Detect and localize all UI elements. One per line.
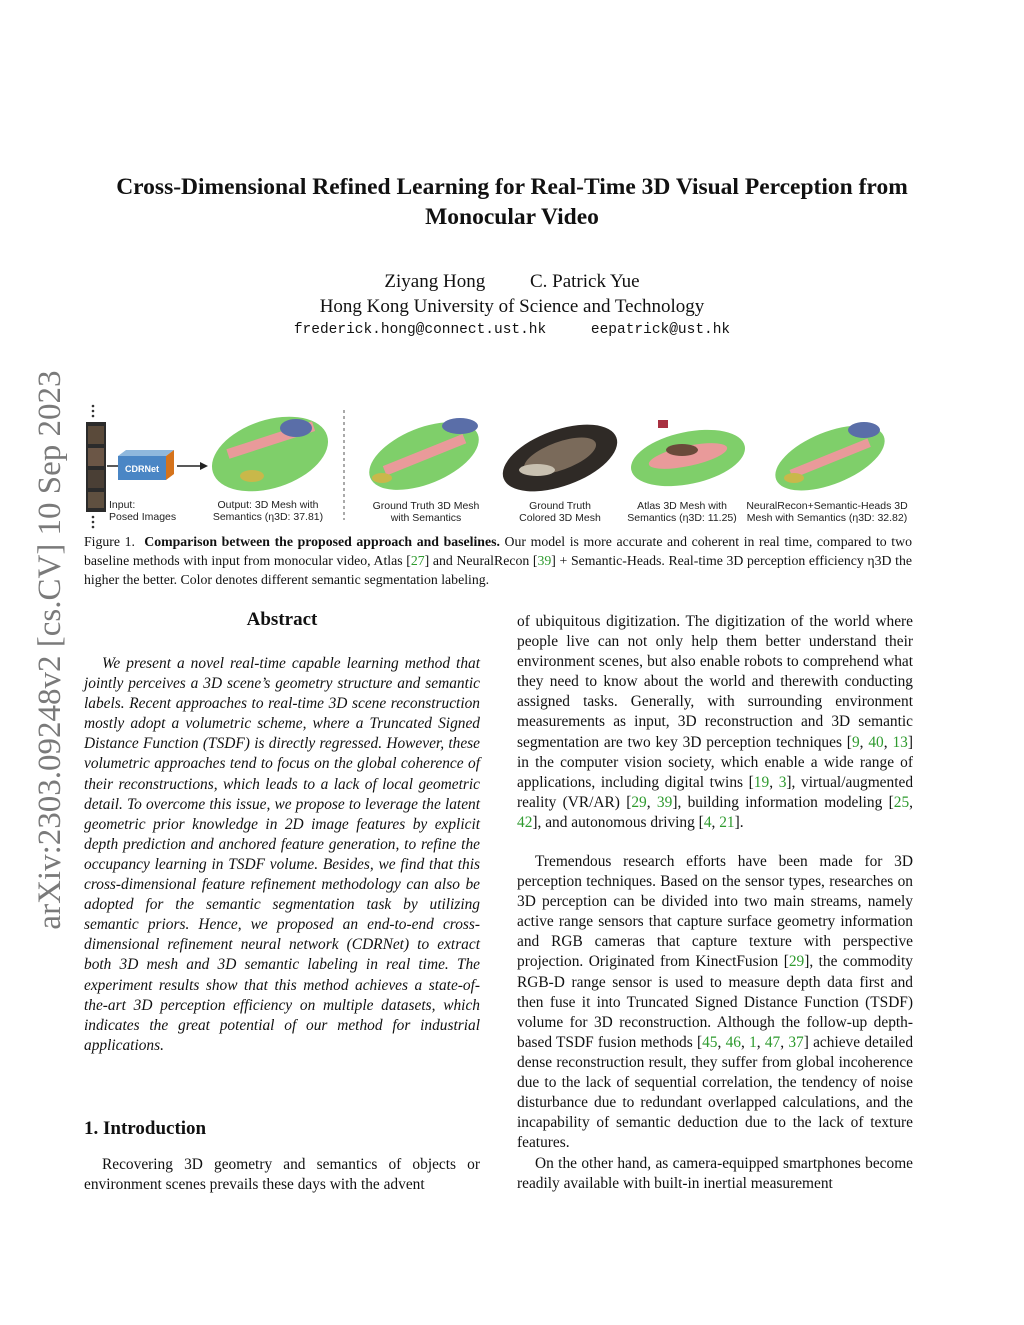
paragraph-text: Tremendous research efforts have been made for 3D perception techniques. Based on the sensor types, researches on 3D perception can be divided into two main streams, namely active range sensors that capture surface geometry information and RGB cameras that capture texture with perspective projection. Originated from KinectFusion [: [517, 853, 913, 971]
figure-label-line2: Semantics (η3D: 37.81): [212, 511, 324, 523]
paragraph-text: ] achieve detailed dense reconstruction result, they suffer from global incoherence due to the lack of sequential correlation, the tendency of noise disturbance due to redundant overlapped calculations, and the incapability of semantic deduction due to the lack of texture features.: [517, 1033, 914, 1152]
figure-label-line2: Posed Images: [109, 511, 177, 523]
citation-link[interactable]: 25: [893, 793, 910, 811]
cdrnet-block: [118, 450, 174, 480]
figure-label-line1: Input:: [109, 499, 136, 511]
output-mesh-image: [202, 403, 337, 505]
figure-label-line1: Atlas 3D Mesh with: [637, 500, 727, 512]
paragraph-text: ].: [734, 813, 744, 831]
intro-paragraph: Recovering 3D geometry and semantics of objects or environment scenes prevails these days with the advent: [84, 1156, 480, 1194]
paragraph-text: ], the commodity RGB-D range sensor is used to measure depth data first and then fuse it into Truncated Signed Distance Function (TSDF) volume for 3D reconstruction. Although the follow-up depth-based TSDF fusion methods [: [517, 953, 913, 1051]
citation-link[interactable]: 27: [410, 553, 425, 568]
caption-label: Figure 1.: [84, 534, 135, 549]
section-heading: 1. Introduction: [84, 1118, 207, 1139]
figure-label-line1: NeuralRecon+Semantic-Heads 3D: [746, 500, 908, 512]
citation-link[interactable]: 1: [749, 1033, 757, 1051]
caption-text: Our model is more accurate and coherent in real time, compared to two baseline methods with input from monocular video, Atlas [: [84, 534, 912, 568]
abstract-heading: Abstract: [246, 609, 318, 630]
figure-label-line2: Colored 3D Mesh: [519, 512, 601, 524]
citation-link[interactable]: 45: [702, 1033, 718, 1051]
abstract-text: We present a novel real-time capable learning method that jointly perceives a 3D scene’s geometry structure and semantic labels. Recent approaches to real-time 3D scene reconstruction mostly adopt a volumetric scheme, where a Truncated Signed Distance Function (TSDF) is directly regressed. However, these volumetric approaches tend to focus on the global coherence of their reconstructions, which leads to a lack of local geometric detail. To overcome this issue, we propose to leverage the latent geometric prior knowledge in 2D image features by explicit depth prediction and anchored feature generation, to refine the occupancy learning in TSDF volume. Besides, we find that this cross-dimensional feature refinement methodology can also be adopted for the semantic segmentation task by utilizing semantic priors. Hence, we proposed an end-to-end cross-dimensional refinement neural network (CDRNet) to extract both 3D mesh and 3D semantic labeling in real time. The experiment results show that this method achieves a state-of-the-art 3D perception efficiency on multiple datasets, which indicates the great potential of our method for industrial applications.: [84, 655, 480, 1054]
body-paragraph: of ubiquitous digitization. The digitization of the world where people live can not only help them better understand their environment scenes, but also enable robots to comprehend what they need to know about the world and therewith conducting assigned tasks. Generally, with surrounding environment measurements as input, 3D reconstruction and 3D semantic segmentation are two key 3D perception techniques [9, 40, 13] in the computer vision society, which enable a wide range of applications, including digital twins [19, 3], virtual/augmented reality (VR/AR) [29, 39], building information modeling [25, 42], and autonomous driving [4, 21].: [517, 613, 914, 831]
email-list: [0, 322, 1024, 338]
citation-link[interactable]: 9: [851, 733, 860, 751]
citation-link[interactable]: 29: [788, 953, 805, 971]
figure-caption: [84, 532, 912, 589]
body-paragraph: Tremendous research efforts have been made for 3D perception techniques. Based on the sensor types, researches on 3D perception can be divided into two main streams, namely active range sensors that capture surface geometry information and RGB cameras that capture texture with perspective projection. Originated from KinectFusion [29], the commodity RGB-D range sensor is used to measure depth data first and then fuse it into Truncated Signed Distance Function (TSDF) volume for 3D reconstruction. Although the follow-up depth-based TSDF fusion methods [45, 46, 1, 47, 37] achieve detailed dense reconstruction result, they suffer from global incoherence due to the lack of sequential correlation, the tendency of noise disturbance due to redundant overlapped calculations, and the incapability of semantic deduction due to the lack of texture features.: [517, 853, 914, 1152]
teaser-figure: [82, 398, 944, 530]
paragraph-text: of ubiquitous digitization. The digitization of the world where people live can not only help them better understand their environment scenes, but also enable robots to comprehend what they need to know about the world and therewith conducting assigned tasks. Generally, with surrounding environment measurements as input, 3D reconstruction and 3D semantic segmentation are two key 3D perception techniques [: [517, 613, 913, 751]
citation-link[interactable]: 3: [778, 773, 787, 791]
citation-link[interactable]: 42: [517, 813, 533, 831]
citation-link[interactable]: 19: [753, 773, 770, 791]
paragraph-text: ], and autonomous driving [: [532, 813, 704, 831]
paper-title: Cross-Dimensional Refined Learning for Real-Time 3D Visual Perception from Monocular Video: [116, 174, 908, 230]
arxiv-identifier: arXiv:2303.09248v2 [cs.CV] 10 Sep 2023: [32, 370, 68, 930]
citation-link[interactable]: 39: [537, 553, 552, 568]
neuralrecon-mesh-image: [766, 412, 893, 504]
caption-bold: Comparison between the proposed approach and baselines.: [144, 534, 500, 549]
figure-label-line2: with Semantics: [390, 512, 462, 524]
input-image-stack: [86, 405, 106, 529]
caption-text: ] + Semantic-Heads. Real-time 3D perception efficiency η3D the higher the better. Color denotes different semantic segmentation labeling.: [84, 553, 912, 587]
caption-text: ] and NeuralRecon [: [424, 553, 538, 568]
network-label: CDRNet: [124, 464, 160, 474]
figure-label-line1: Output: 3D Mesh with: [217, 499, 319, 511]
figure-label-line2: Mesh with Semantics (η3D: 32.82): [746, 512, 908, 524]
figure-label-line1: Ground Truth: [529, 500, 591, 512]
paragraph-text: ], virtual/augmented reality (VR/AR) [: [517, 773, 914, 811]
affiliation: Hong Kong University of Science and Technology: [319, 296, 705, 317]
atlas-mesh-image: [626, 420, 750, 495]
citation-link[interactable]: 40: [868, 733, 884, 751]
author-email: frederick.hong@connect.ust.hk: [293, 322, 547, 338]
author-name: Ziyang Hong: [384, 271, 486, 292]
body-paragraph: On the other hand, as camera-equipped smartphones become readily available with built-in inertial measurement: [517, 1155, 913, 1193]
citation-link[interactable]: 13: [892, 733, 908, 751]
citation-link[interactable]: 21: [719, 813, 735, 831]
paragraph-text: ], building information modeling [: [672, 793, 894, 811]
citation-link[interactable]: 29: [631, 793, 647, 811]
citation-link[interactable]: 47: [764, 1033, 781, 1051]
citation-link[interactable]: 37: [788, 1033, 804, 1051]
author-name: C. Patrick Yue: [529, 271, 640, 292]
citation-link[interactable]: 46: [725, 1033, 741, 1051]
paragraph-text: ] in the computer vision society, which enable a wide range of applications, including digital twins [: [517, 733, 913, 791]
citation-link[interactable]: 39: [656, 793, 673, 811]
figure-label-line1: Ground Truth 3D Mesh: [372, 500, 480, 512]
figure-label-line2: Semantics (η3D: 11.25): [627, 512, 737, 524]
ground-truth-colored-mesh-image: [494, 411, 626, 505]
ground-truth-semantic-mesh-image: [360, 408, 489, 503]
author-email: eepatrick@ust.hk: [590, 322, 731, 338]
author-list: [0, 270, 1024, 294]
citation-link[interactable]: 4: [703, 813, 712, 831]
